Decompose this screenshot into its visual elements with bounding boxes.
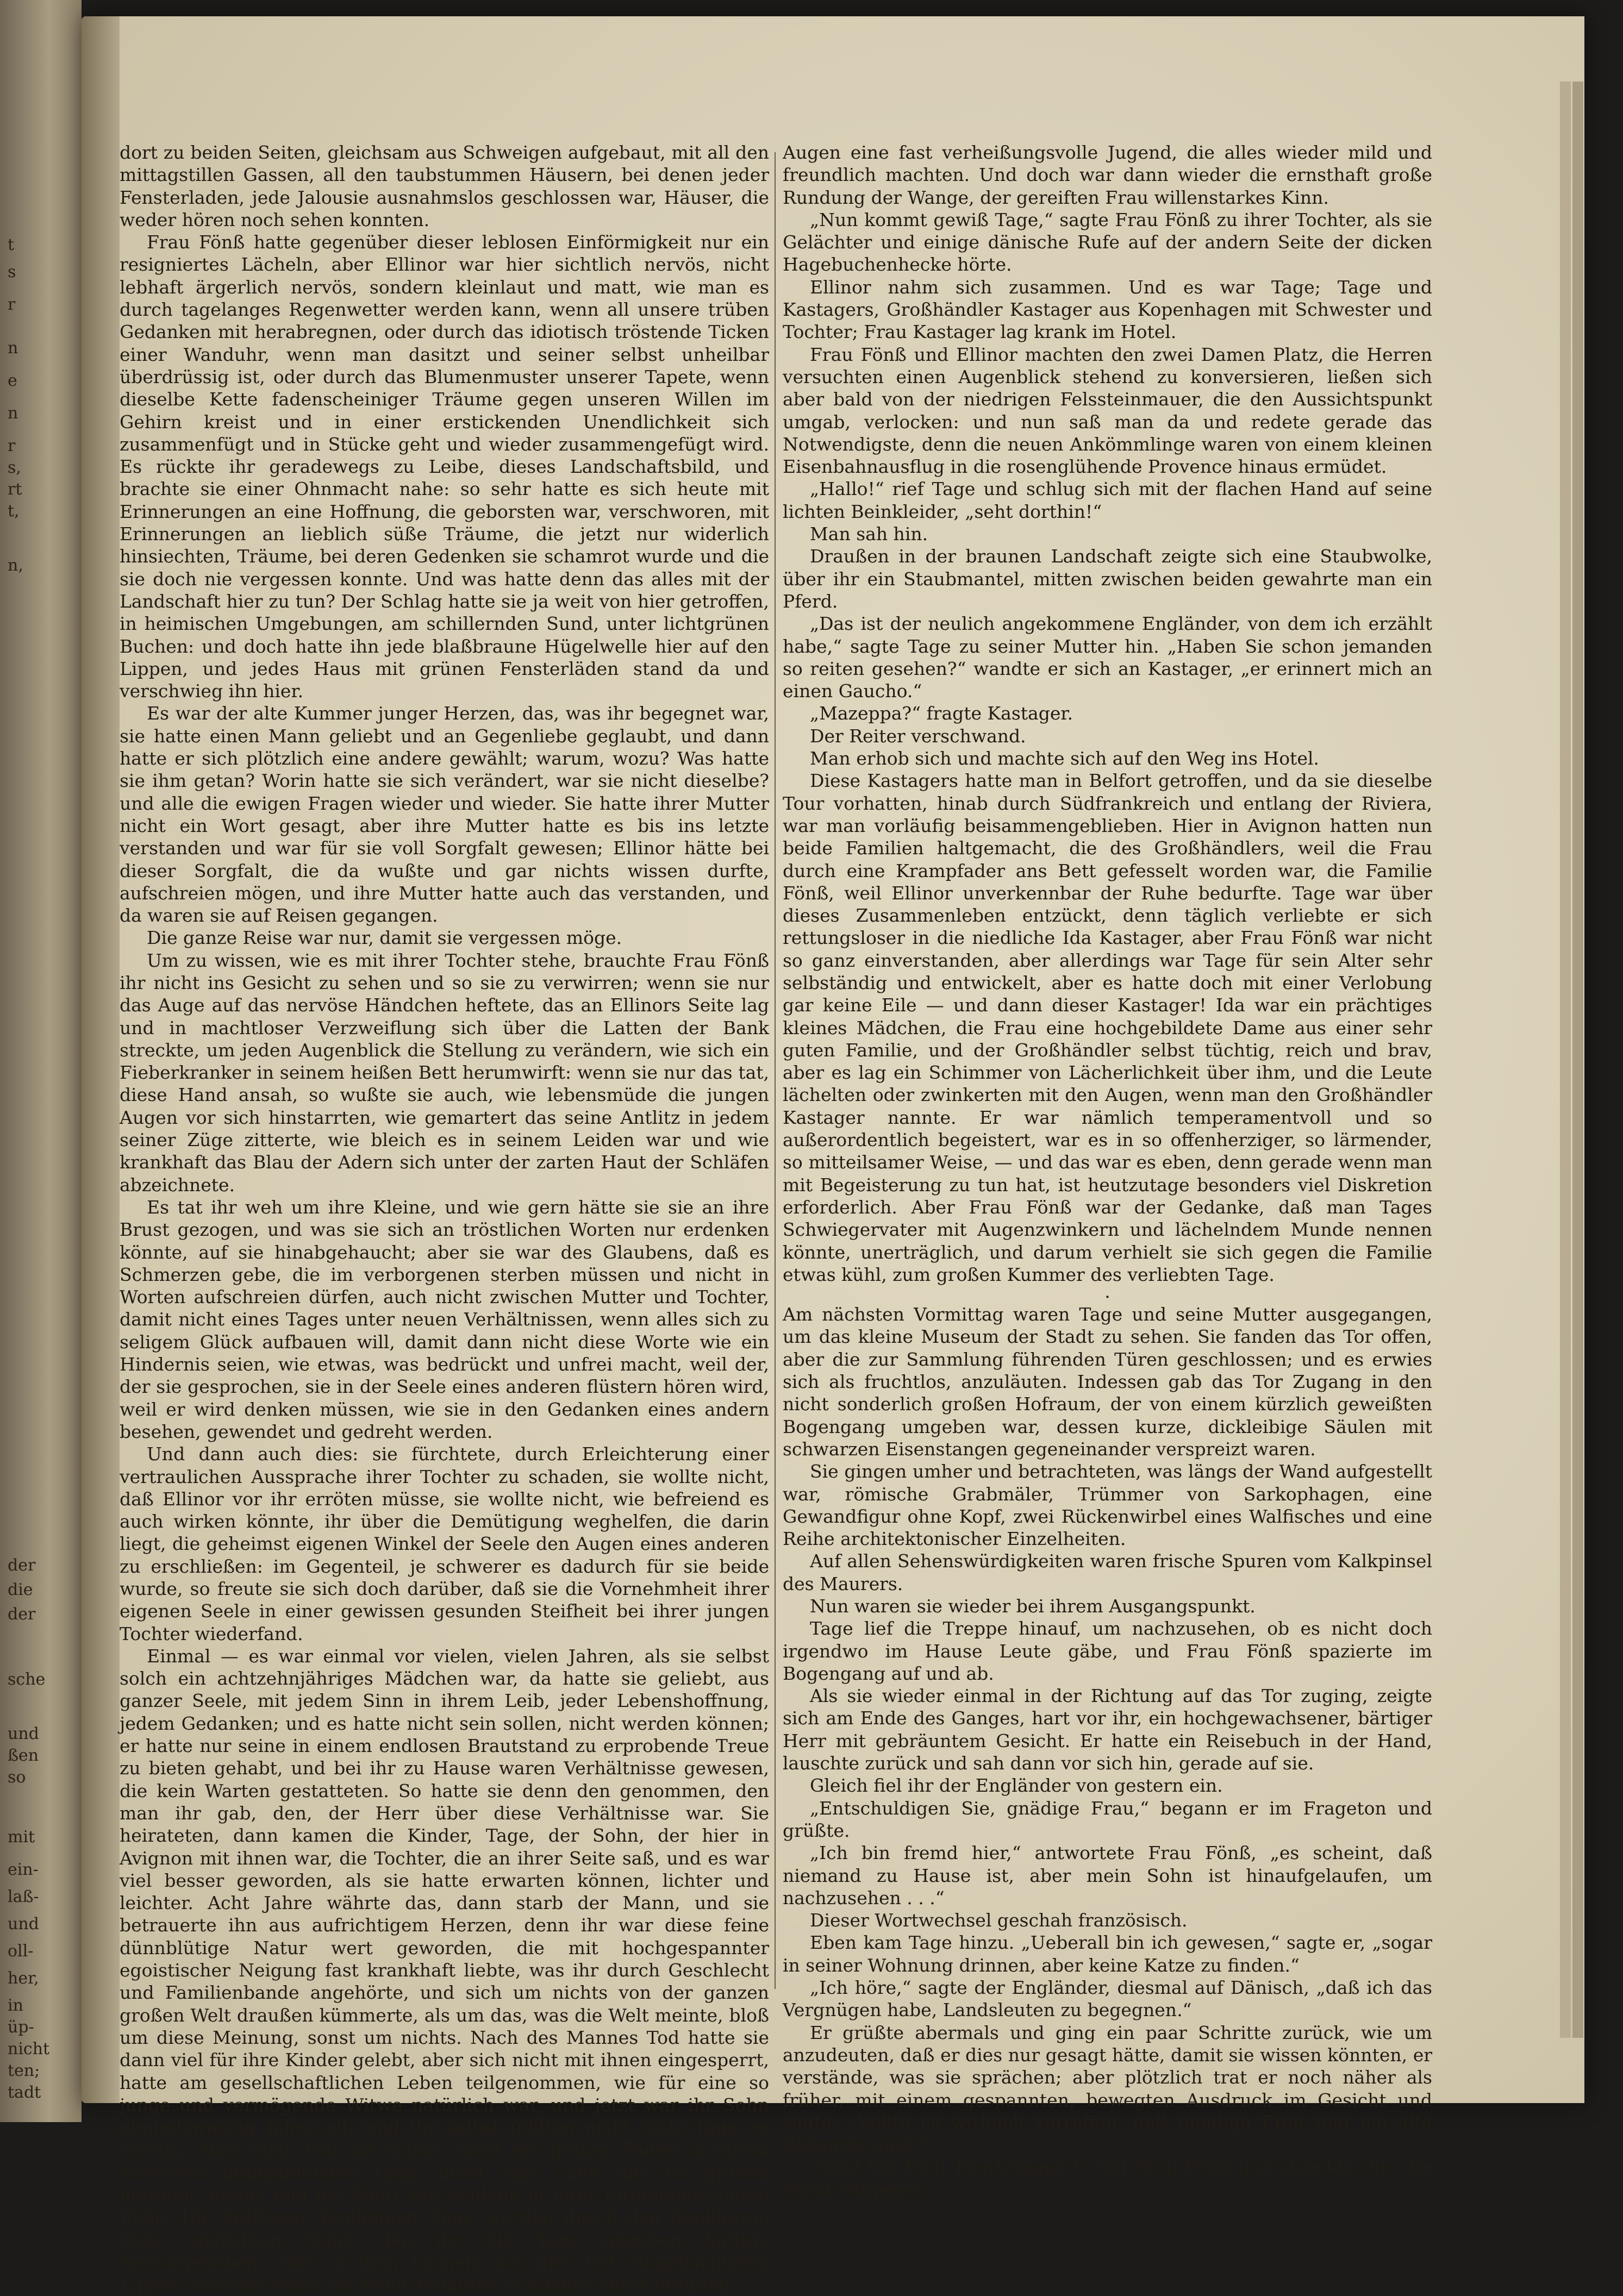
paragraph: Diese Kastagers hatte man in Belfort getroffen, und da sie dieselbe Tour vorhatten, hinab durch Südfrankreich und entlang der Riviera, war man vorläufig beisammengeblieben. Hier in Avignon hatten nun beide Familien haltgemacht, die des Großhändlers, weil die Frau durch eine Krampfader ans Bett gefesselt worden war, die Familie Fönß, weil Ellinor unverkennbar der Ruhe bedurfte. Tage war über dieses Zusammenleben entzückt, denn täglich verliebte er sich rettungsloser in die niedliche Ida Kastager, aber Frau Fönß war nicht so ganz einverstanden, aber allerdings war Tage für sein Alter sehr selbständig und entwickelt, aber es hatte doch mit einer Verlobung gar keine Eile — und dann dieser Kastager! Ida war ein prächtiges kleines Mädchen, die Frau eine hochgebildete Dame aus einer sehr guten Familie, und der Großhändler selbst tüchtig, reich und brav, aber es lag ein Schimmer von Lächerlichkeit über ihm, und die Leute lächelten oder zwinkerten mit den Augen, wenn man den Großhändler Kastager nannte. Er war nämlich temperamentvoll und so außerordentlich begeistert, war es in so offenherziger, so lärmender, so mitteilsamer Weise, — und das war es eben, denn gerade wenn man mit Begeisterung zu tun hat, ist heutzutage besonders viel Diskretion erforderlich. Aber Frau Fönß war der Gedanke, daß man Tages Schwiegervater mit Augenzwinkern und lächelndem Munde nennen könnte, unerträglich, und darum verhielt sie sich gegen die Familie etwas kühl, zum großen Kummer des verliebten Tage. — [783, 770, 1432, 1285]
margin-fragment: oll- — [8, 1942, 34, 1961]
margin-fragment: mit — [8, 1828, 35, 1847]
paragraph: Tage lief die Treppe hinauf, um nachzusehen, ob es nicht doch irgendwo im Hause Leute gäbe, und Frau Fönß spazierte im Bogengang auf und ab. — [783, 1618, 1432, 1684]
paragraph: „Ich höre,“ sagte der Engländer, diesmal auf Dänisch, „daß ich das Vergnügen habe, Landsleuten zu begegnen.“ — [783, 1977, 1432, 2021]
margin-fragment: laß- — [8, 1887, 39, 1906]
paragraph: Ellinor nahm sich zusammen. Und es war Tage; Tage und Kastagers, Großhändler Kastager aus Kopenhagen mit Schwester und Tochter; Frau Kastager lag krank im Hotel. — [783, 276, 1432, 343]
paragraph: „Ich bin fremd hier,“ antwortete Frau Fönß, „es scheint, daß niemand zu Hause ist, aber mein Sohn ist hinaufgelaufen, um nachzusehen . . .“ — [783, 1842, 1432, 1909]
margin-fragment: tadt — [8, 2083, 41, 2102]
paragraph: Und dann auch dies: sie fürchtete, durch Erleichterung einer vertraulichen Aussprache ihrer Tochter zu schaden, sie wollte nicht, daß Ellinor vor ihr erröten müsse, sie wollte nicht, wie befreiend es auch wirken könnte, ihr über die Demütigung weghelfen, die darin liegt, die geheimst eigenen Winkel der Seele den Augen eines anderen zu erschließen: im Gegenteil, je schwerer es dadurch für sie beide wurde, so freute sie sich doch darüber, daß sie die Vornehmheit ihrer eigenen Seele in einer gewissen gesunden Steifheit bei ihrer jungen Tochter wiederfand. — [120, 1443, 769, 1644]
paragraph: Frau Fönß und Ellinor machten den zwei Damen Platz, die Herren versuchten einen Augenblick stehend zu konversieren, ließen sich aber bald von der niedrigen Felssteinmauer, die den Aussichtspunkt umgab, verlocken: und nun saß man da und redete gerade das Notwendigste, denn die neuen Ankömmlinge waren von einem kleinen Eisenbahnausflug in die rosenglühende Provence hinaus ermüdet. — [783, 343, 1432, 478]
paragraph: Man erhob sich und machte sich auf den Weg ins Hotel. — [810, 748, 1319, 769]
margin-fragment: t, — [8, 502, 20, 521]
margin-fragment: der — [8, 1605, 36, 1624]
margin-fragment: und — [8, 1915, 39, 1934]
paragraph: Eben kam Tage hinzu. „Ueberall bin ich gewesen,“ sagte er, „sogar in seiner Wohnung drinnen, aber keine Katze zu finden.“ — [783, 1932, 1432, 1976]
paragraph: Er grüßte abermals und ging ein paar Schritte zurück, wie um anzudeuten, daß er dies nur gesagt hätte, damit sie wissen könnten, er verstände, was sie sprächen; aber plötzlich trat er noch näher als früher, mit einem gespannten, bewegten Ausdruck im Gesicht und sagte: „Sollte es wirklich zutreffen, daß gnädige Frau und ich alte Bekannte sind?“ — [783, 2022, 1432, 2156]
margin-fragment: die — [8, 1580, 33, 1599]
margin-fragment: ten; — [8, 2061, 40, 2080]
paragraph: Sie gingen umher und betrachteten, was längs der Wand aufgestellt war, römische Grabmäler, Trümmer von Sarkophagen, eine Gewandfigur ohne Kopf, zwei Rückenwirbel eines Walfisches und eine Reihe architektonischer Einzelheiten. — [783, 1461, 1432, 1550]
margin-fragment: nicht — [8, 2040, 50, 2059]
page-stack-edge — [1560, 82, 1571, 2038]
margin-fragment: rt — [8, 480, 22, 499]
paragraph: Einmal — es war einmal vor vielen, vielen Jahren, als sie selbst solch ein achtzehnjähriges Mädchen war, da hatte sie geliebt, aus ganzer Seele, mit jedem Sinn in ihrem Leib, jeder Lebenshoffnung, jedem Gedanken; und es hatte nicht sein sollen, nicht werden können; er hatte nur seine in einem endlosen Brautstand zu erprobende Treue zu bieten gehabt, und bei ihr zu Hause waren Verhältnisse gewesen, die kein Warten gestatteten. So hatte sie denn den genommen, den man ihr gab, den, der Herr über diese Verhältnisse war. Sie heirateten, dann kamen die Kinder, Tage, der Sohn, der hier in Avignon mit ihnen war, die Tochter, die an ihrer Seite saß, und es war viel besser geworden, als sie hatte erwarten können, lichter und leichter. Acht Jahre währte das, dann starb der Mann, und sie betrauerte ihn aus aufrichtigem Herzen, denn ihr war diese feine dünnblütige Natur wert geworden, die mit hochgespannter egoistischer Neigung fast krankhaft liebte, was ihr durch Geschlecht und Familienbande angehörte, und sich um nichts von der ganzen großen Welt draußen kümmerte, als um das, was die Welt meinte, bloß um diese Meinung, sonst um nichts. Nach des Mannes Tod hatte sie dann viel für ihre Kinder gelebt, aber sich nicht mit ihnen eingesperrt, hatte am gesellschaftlichen Leben teilgenommen, wie für eine so junge und vermögende Witwe natürlich war, und jetzt war ihr Sohn einundzwanzig Jahre alt, und ihr selbst fehlten nicht viele Tage zu vierzig. Aber noch war sie schön, nicht ein grauer Faden in ihrem schweren dunkelblonden Haar, nicht eine Falte um die großen mutigen Augen, und die Figur war schlank in ihrer formbeherrschten Fülle. Die kräftigen, feinlinigen Züge wurden durch den dunkleren, tiefer gefärbten Teint, den ihr die Tage gegeben hatten, hervorgehoben, aber in dem Lächeln um ihre tief eingebuchteten Lippen war eine Süße, im weich betauten Schimmer ihrer braunen — [120, 1645, 769, 2295]
margin-fragment: s, — [8, 458, 21, 477]
margin-fragment: ßen — [8, 1746, 39, 1765]
margin-fragment: her, — [8, 1969, 39, 1988]
paragraph: Der Reiter verschwand. — [810, 725, 1026, 747]
right-column-section-2 — [783, 1303, 1432, 2201]
margin-fragment: und — [8, 1724, 39, 1743]
section-break-dot: · — [1104, 1286, 1110, 1308]
margin-fragment: in — [8, 1996, 23, 2015]
margin-fragment: n — [8, 404, 18, 423]
paragraph: „Sind Sie Emil Thorbrögger?“ rief Frau Fönß und streckte ihm die Hand entgegen. — [783, 2156, 1432, 2200]
paragraph: Draußen in der braunen Landschaft zeigte sich eine Staubwolke, über ihr ein Staubmantel, mitten zwischen beiden gewahrte man ein Pferd. — [783, 546, 1432, 612]
paragraph: Nun waren sie wieder bei ihrem Ausgangspunkt. — [810, 1596, 1256, 1617]
book-page — [82, 16, 1584, 2295]
paragraph: Es war der alte Kummer junger Herzen, das, was ihr begegnet war, sie hatte einen Mann geliebt und an Gegenliebe geglaubt, und dann hatte er sich plötzlich eine andere gewählt; warum, wozu? Was hatte sie ihm getan? Worin hatte sie sich verändert, war sie nicht dieselbe? und alle die ewigen Fragen wieder und wieder. Sie hatte ihrer Mutter nicht ein Wort gesagt, aber ihre Mutter hatte es bis ins letzte verstanden und war für sie voll Sorgfalt gewesen; Ellinor hätte bei dieser Sorgfalt, die da wußte und gar nichts wissen durfte, aufschreien mögen, und ihre Mutter hatte auch das verstanden, und da waren sie auf Reisen gegangen. — [120, 703, 769, 927]
margin-fragment: r — [8, 295, 16, 314]
margin-fragment: so — [8, 1768, 26, 1787]
paragraph: Um zu wissen, wie es mit ihrer Tochter stehe, brauchte Frau Fönß ihr nicht ins Gesicht zu sehen und so sie zu verwirren; wenn sie nur das Auge auf das nervöse Händchen heftete, das an Ellinors Seite lag und in machtloser Verzweiflung sich über die Latten der Bank streckte, um jeden Augenblick die Stellung zu verändern, wie sich ein Fieberkranker in seinem heißen Bett herumwirft: wenn sie nur das tat, diese Hand ansah, so wußte sie auch, wie lebensmüde die jungen Augen vor sich hinstarrten, wie gemartert das seine Antlitz in jedem seiner Züge zitterte, wie bleich es in seinem Leiden war und wie krankhaft das Blau der Adern sich unter der zarten Haut der Schläfen abzeichnete. — [120, 949, 769, 1196]
paragraph: „Entschuldigen Sie, gnädige Frau,“ begann er im Frageton und grüßte. — [783, 1797, 1432, 1841]
paragraph: Es tat ihr weh um ihre Kleine, und wie gern hätte sie sie an ihre Brust gezogen, und was sie sich an tröstlichen Worten nur erdenken könnte, auf sie hinabgehaucht; aber sie war des Glaubens, daß es Schmerzen gebe, die im verborgenen sterben müssen und nicht in Worten aufschreien dürfen, auch nicht zwischen Mutter und Tochter, damit nicht eines Tages unter neuen Verhältnissen, wenn alles sich zu seligem Glück aufbauen will, damit dann nicht diese Worte wie ein Hindernis seien, wie etwas, was bedrückt und unfrei macht, weil der, der sie gesprochen, sie in der Seele eines anderen flüstern hören wird, weil er wird denken müssen, wie sie in den Gedanken eines andern besehen, gewendet und gedreht werden. — [120, 1196, 769, 1442]
paragraph: Am nächsten Vormittag waren Tage und seine Mutter ausgegangen, um das kleine Museum der Stadt zu sehen. Sie fanden das Tor offen, aber die zur Sammlung führenden Türen geschlossen; und es erwies sich als fruchtlos, anzuläuten. Indessen gab das Tor Zugang in den nicht sonderlich großen Hofraum, der von einem kürzlich geweißten Bogengang umgeben war, dessen kurze, dickleibige Säulen mit schwarzen Eisenstangen gegeneinander verspreizt waren. — [783, 1304, 1432, 1460]
right-text-column — [783, 141, 1432, 2201]
right-column-section-1 — [783, 141, 1432, 1286]
margin-fragment: t — [8, 235, 15, 254]
margin-fragment: n, — [8, 556, 23, 575]
paragraph: „Nun kommt gewiß Tage,“ sagte Frau Fönß zu ihrer Tochter, als sie Gelächter und einige dänische Rufe auf der andern Seite der dicken Hagebuchenhecke hörte. — [783, 209, 1432, 276]
paragraph: Die ganze Reise war nur, damit sie vergessen möge. — [147, 927, 622, 949]
margin-fragment: e — [8, 371, 17, 390]
paragraph: Gleich fiel ihr der Engländer von gestern ein. — [810, 1775, 1223, 1797]
margin-fragment: üp- — [8, 2018, 34, 2037]
paragraph: dort zu beiden Seiten, gleichsam aus Schweigen aufgebaut, mit all den mittagstillen Gassen, all den taubstummen Häusern, bei denen jeder Fensterladen, jede Jalousie ausnahmslos geschlossen war, Häuser, die weder hören noch sehen konnten. — [120, 142, 769, 230]
paragraph: Augen eine fast verheißungsvolle Jugend, die alles wieder mild und freundlich machten. Und doch war dann wieder die ernsthaft große Rundung der Wange, der gereiften Frau willenstarkes Kinn. — [783, 142, 1432, 208]
margin-fragment: n — [8, 339, 18, 358]
previous-page-edge — [0, 0, 82, 2122]
left-text-column — [120, 141, 769, 2296]
margin-fragment: sche — [8, 1670, 46, 1689]
paragraph: „Das ist der neulich angekommene Engländer, von dem ich erzählt habe,“ sagte Tage zu seiner Mutter hin. „Haben Sie schon jemanden so reiten gesehen?“ wandte er sich an Kastager, „er erinnert mich an einen Gaucho.“ — [783, 613, 1432, 702]
margin-fragment: s — [8, 262, 16, 281]
paragraph: Dieser Wortwechsel geschah französisch. — [810, 1910, 1188, 1931]
page-gutter — [82, 16, 120, 2103]
paragraph: Frau Fönß hatte gegenüber dieser leblosen Einförmigkeit nur ein resigniertes Lächeln, aber Ellinor war hier sichtlich nervös, nicht lebhaft ärgerlich nervös, sondern kleinlaut und matt, wie man es durch tagelanges Regenwetter werden kann, wenn all unsere trüben Gedanken mit herabregnen, oder durch das idiotisch tröstende Ticken einer Wanduhr, wenn man dasitzt und seiner selbst unheilbar überdrüssig ist, oder durch das Blumenmuster unserer Tapete, wenn dieselbe Kette fadenscheiniger Träume gegen unseren Willen im Gehirn kreist und in einer erstickenden Unendlichkeit sich zusammenfügt und in Stücke geht und wieder zusammengefügt wird. Es rückte ihr geradewegs zu Leibe, dieses Landschaftsbild, und brachte sie einer Ohnmacht nahe: so sehr hatte es sich heute mit Erinnerungen an eine Hoffnung, die geborsten war, verschworen, mit Erinnerungen an lieblich süße Träume, die jetzt nur widerlich hinsiechten, Träume, bei deren Gedenken sie schamrot wurde und die sie doch nie vergessen konnte. Und was hatte denn das alles mit der Landschaft hier zu tun? Der Schlag hatte sie ja weit von hier getroffen, in heimischen Umgebungen, am schillernden Sund, unter lichtgrünen Buchen: und doch hatte ihn jede blaßbraune Hügelwelle hier auf den Lippen, und jedes Haus mit grünen Fensterläden stand da und verschwieg ihn hier. — [120, 232, 769, 702]
margin-fragment: r — [8, 436, 16, 455]
paragraph: Man sah hin. — [810, 523, 928, 545]
paragraph: Als sie wieder einmal in der Richtung auf das Tor zuging, zeigte sich am Ende des Ganges, hart vor ihr, ein hochgewachsener, bärtiger Herr mit gebräuntem Gesicht. Er hatte ein Reisebuch in der Hand, lauschte zurück und sah dann vor sich hin, gerade auf sie. — [783, 1685, 1432, 1774]
paragraph: Auf allen Sehenswürdigkeiten waren frische Spuren vom Kalkpinsel des Maurers. — [783, 1550, 1432, 1594]
column-divider — [775, 152, 776, 1989]
margin-fragment: der — [8, 1556, 36, 1575]
page-stack-edge — [1572, 82, 1583, 2038]
margin-fragment: ein- — [8, 1860, 39, 1879]
paragraph: „Mazeppa?“ fragte Kastager. — [810, 703, 1073, 724]
paragraph: „Hallo!“ rief Tage und schlug sich mit der flachen Hand auf seine lichten Beinkleider, „seht dorthin!“ — [783, 478, 1432, 522]
